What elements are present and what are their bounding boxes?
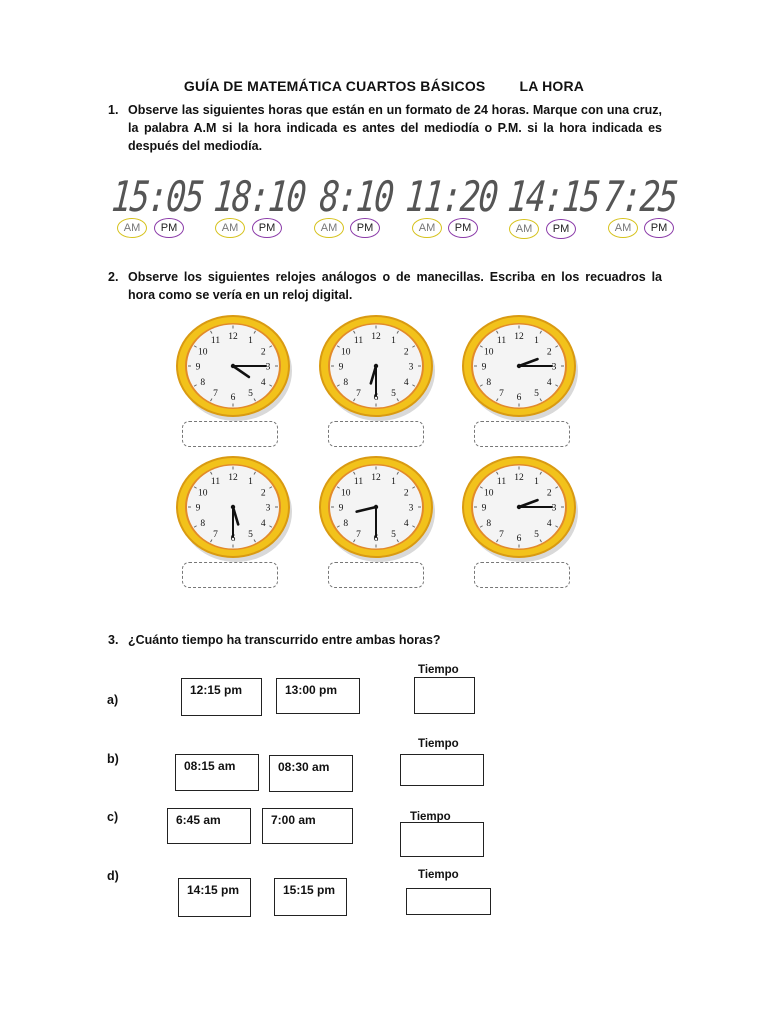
pm-option[interactable]: PM <box>154 218 184 238</box>
digital-time: 15:05 <box>109 172 205 221</box>
clock-number: 7 <box>499 388 504 399</box>
digital-answer-box[interactable] <box>182 421 278 447</box>
clock-number: 8 <box>486 518 492 529</box>
clock-number: 3 <box>265 503 271 514</box>
clock-number: 11 <box>210 477 221 488</box>
start-time-box: 12:15 pm <box>181 678 262 716</box>
clock-number: 10 <box>197 488 208 499</box>
q1-number: 1. <box>108 103 119 117</box>
analog-clock <box>177 457 292 562</box>
digital-time: 14:15 <box>505 172 601 221</box>
am-option[interactable]: AM <box>215 218 245 238</box>
clock-number: 5 <box>534 388 539 399</box>
start-time-box: 6:45 am <box>167 808 251 844</box>
digital-answer-box[interactable] <box>474 421 570 447</box>
clock-pivot <box>231 505 235 509</box>
am-option[interactable]: AM <box>412 218 442 238</box>
clock-pivot <box>374 364 378 368</box>
clock-number: 4 <box>260 518 266 529</box>
analog-clock <box>320 457 435 562</box>
clock-number: 2 <box>403 347 409 358</box>
pm-option[interactable]: PM <box>252 218 282 238</box>
clock-number: 3 <box>551 362 557 373</box>
clock-number: 1 <box>391 336 396 347</box>
clock-number: 10 <box>197 347 208 358</box>
clock-number: 4 <box>546 518 552 529</box>
clock-number: 10 <box>340 347 351 358</box>
clock-number: 6 <box>516 393 522 403</box>
clock-number: 12 <box>514 473 524 483</box>
tiempo-answer-box[interactable] <box>400 822 484 857</box>
clock-number: 3 <box>408 362 414 373</box>
end-time-box: 7:00 am <box>262 808 353 844</box>
clock-number: 11 <box>353 336 364 347</box>
clock-number: 9 <box>195 503 201 514</box>
clock-number: 3 <box>265 362 271 373</box>
clock-number: 4 <box>546 377 552 388</box>
digital-answer-box[interactable] <box>474 562 570 588</box>
clock-number: 1 <box>534 477 539 488</box>
digital-answer-box[interactable] <box>182 562 278 588</box>
am-option[interactable]: AM <box>509 219 539 239</box>
clock-number: 6 <box>373 393 379 403</box>
clock-number: 12 <box>514 332 524 342</box>
clock-number: 2 <box>546 347 552 358</box>
clock-number: 1 <box>391 477 396 488</box>
clock-number: 9 <box>481 362 487 373</box>
clock-pivot <box>231 364 235 368</box>
clock-number: 7 <box>356 388 361 399</box>
clock-number: 10 <box>340 488 351 499</box>
q3-text: ¿Cuánto tiempo ha transcurrido entre ambas horas? <box>128 633 441 647</box>
clock-number: 1 <box>248 336 253 347</box>
clock-number: 5 <box>248 529 253 540</box>
analog-clock <box>463 316 578 421</box>
clock-number: 8 <box>343 518 349 529</box>
analog-clock <box>463 457 578 562</box>
clock-number: 3 <box>408 503 414 514</box>
clock-number: 4 <box>403 518 409 529</box>
clock-number: 9 <box>338 362 344 373</box>
clock-number: 3 <box>551 503 557 514</box>
row-label: d) <box>107 869 119 883</box>
clock-number: 7 <box>213 388 218 399</box>
tiempo-answer-box[interactable] <box>406 888 491 915</box>
pm-option[interactable]: PM <box>546 219 576 239</box>
clock-number: 1 <box>248 477 253 488</box>
title-topic: LA HORA <box>519 78 585 94</box>
row-label: a) <box>107 693 119 707</box>
clock-number: 7 <box>213 529 218 540</box>
clock-number: 4 <box>403 377 409 388</box>
digital-time: 8:10 <box>317 172 395 221</box>
row-label: c) <box>107 810 119 824</box>
am-option[interactable]: AM <box>117 218 147 238</box>
digital-time: 7:25 <box>601 172 679 221</box>
end-time-box: 08:30 am <box>269 755 353 792</box>
clock-number: 8 <box>486 377 492 388</box>
clock-number: 12 <box>371 332 381 342</box>
clock-number: 7 <box>499 529 504 540</box>
clock-number: 6 <box>516 534 522 544</box>
clock-number: 6 <box>373 534 379 544</box>
clock-number: 8 <box>343 377 349 388</box>
clock-number: 10 <box>483 488 494 499</box>
clock-number: 4 <box>260 377 266 388</box>
clock-number: 10 <box>483 347 494 358</box>
digital-answer-box[interactable] <box>328 421 424 447</box>
clock-number: 12 <box>371 473 381 483</box>
pm-option[interactable]: PM <box>350 218 380 238</box>
analog-clock <box>177 316 292 421</box>
am-option[interactable]: AM <box>608 218 638 238</box>
clock-number: 9 <box>338 503 344 514</box>
clock-number: 5 <box>534 529 539 540</box>
clock-number: 6 <box>230 534 236 544</box>
start-time-box: 14:15 pm <box>178 878 251 917</box>
q1-text: Observe las siguientes horas que están en un formato de 24 horas. Marque con una cruz, la palabra A.M si la hora indicada es antes del mediodía o P.M. si la hora indicada es después del mediodía. <box>128 103 662 153</box>
q3-number: 3. <box>108 633 119 647</box>
clock-number: 2 <box>403 488 409 499</box>
q2-text: Observe los siguientes relojes análogos o de manecillas. Escriba en los recuadros la hora como se vería en un reloj digital. <box>128 270 662 302</box>
clock-number: 5 <box>391 388 396 399</box>
clock-pivot <box>517 364 521 368</box>
clock-number: 12 <box>228 332 238 342</box>
clock-number: 11 <box>496 336 507 347</box>
digital-time: 18:10 <box>211 172 307 221</box>
tiempo-label: Tiempo <box>418 664 459 676</box>
clock-pivot <box>374 505 378 509</box>
digital-answer-box[interactable] <box>328 562 424 588</box>
tiempo-label: Tiempo <box>418 869 459 881</box>
q2-number: 2. <box>108 270 119 284</box>
tiempo-answer-box[interactable] <box>400 754 484 786</box>
end-time-box: 13:00 pm <box>276 678 360 714</box>
clock-number: 8 <box>200 377 206 388</box>
clock-number: 7 <box>356 529 361 540</box>
clock-number: 5 <box>248 388 253 399</box>
clock-number: 5 <box>391 529 396 540</box>
clock-number: 2 <box>546 488 552 499</box>
am-option[interactable]: AM <box>314 218 344 238</box>
clock-number: 2 <box>260 347 266 358</box>
pm-option[interactable]: PM <box>644 218 674 238</box>
pm-option[interactable]: PM <box>448 218 478 238</box>
tiempo-label: Tiempo <box>410 811 451 823</box>
clock-number: 6 <box>230 393 236 403</box>
tiempo-label: Tiempo <box>418 738 459 750</box>
clock-number: 2 <box>260 488 266 499</box>
analog-clock <box>320 316 435 421</box>
clock-number: 11 <box>210 336 221 347</box>
clock-number: 12 <box>228 473 238 483</box>
end-time-box: 15:15 pm <box>274 878 347 916</box>
row-label: b) <box>107 752 119 766</box>
clock-number: 11 <box>353 477 364 488</box>
title-main: GUÍA DE MATEMÁTICA CUARTOS BÁSICOS <box>183 78 486 94</box>
clock-pivot <box>517 505 521 509</box>
start-time-box: 08:15 am <box>175 754 259 791</box>
clock-number: 11 <box>496 477 507 488</box>
digital-time: 11:20 <box>403 172 499 221</box>
clock-number: 9 <box>481 503 487 514</box>
clock-number: 9 <box>195 362 201 373</box>
clock-number: 8 <box>200 518 206 529</box>
clock-number: 1 <box>534 336 539 347</box>
tiempo-answer-box[interactable] <box>414 677 475 714</box>
